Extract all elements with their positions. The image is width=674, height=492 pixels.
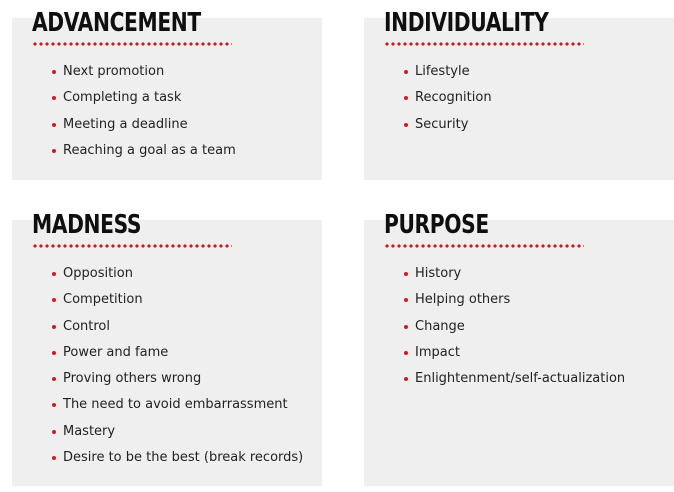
list-individuality [404,64,492,143]
list-item-label: Opposition [63,266,133,281]
bullet-dot-icon [404,272,408,276]
bullet-dot-icon [52,377,56,381]
list-item-label: Reaching a goal as a team [63,142,236,158]
list-item [52,292,303,318]
list-item [52,64,236,90]
bullet-dot-icon [404,70,408,74]
list-item-label: Lifestyle [415,64,470,79]
list-item-label: Next promotion [63,64,165,79]
bullet-dot-icon [52,272,56,276]
list-item [52,424,303,450]
dotted-divider [384,244,584,248]
list-item [52,450,303,476]
list-item-label: Proving others wrong [63,371,202,387]
list-item-label: Competition [63,292,143,308]
list-item [404,292,625,318]
list-item-label: Impact [415,344,460,360]
list-item [404,371,625,397]
bullet-dot-icon [52,298,56,302]
list-item [404,345,625,371]
list-item [404,64,492,90]
list-advancement [52,64,236,169]
section-title-purpose: PURPOSE [384,210,489,240]
section-title-advancement: ADVANCEMENT [32,8,201,38]
list-item-label: Recognition [415,90,492,106]
bullet-dot-icon [404,351,408,355]
list-item-label: Change [415,318,465,334]
list-item [404,319,625,345]
bullet-dot-icon [404,298,408,302]
list-purpose [404,266,625,397]
list-item-label: Control [63,318,110,334]
list-item-label: The need to avoid embarrassment [63,397,288,413]
bullet-dot-icon [52,403,56,407]
bullet-dot-icon [404,377,408,381]
list-item-label: Power and fame [63,344,169,360]
list-item-label: Mastery [63,423,116,439]
bullet-dot-icon [52,149,56,153]
bullet-dot-icon [404,96,408,100]
list-item-label: History [415,266,462,281]
list-item-label: Meeting a deadline [63,116,188,132]
list-item [404,117,492,143]
list-item [52,143,236,169]
bullet-dot-icon [52,351,56,355]
bullet-dot-icon [404,325,408,329]
dotted-divider [384,42,584,46]
list-item [52,397,303,423]
list-item-label: Desire to be the best (break records) [63,450,304,466]
list-madness [52,266,303,476]
dotted-divider [32,42,232,46]
list-item-label: Helping others [415,292,511,308]
bullet-dot-icon [52,325,56,329]
bullet-dot-icon [52,123,56,127]
dotted-divider [32,244,232,248]
list-item [52,319,303,345]
bullet-dot-icon [52,456,56,460]
bullet-dot-icon [52,430,56,434]
list-item [404,266,625,292]
list-item-label: Security [415,116,469,132]
list-item [52,117,236,143]
list-item [52,345,303,371]
list-item [404,90,492,116]
bullet-dot-icon [404,123,408,127]
list-item [52,90,236,116]
bullet-dot-icon [52,96,56,100]
section-title-madness: MADNESS [32,210,142,240]
list-item-label: Completing a task [63,90,182,106]
list-item [52,266,303,292]
section-title-individuality: INDIVIDUALITY [384,8,549,38]
list-item-label: Enlightenment/self-actualization [415,371,626,387]
bullet-dot-icon [52,70,56,74]
list-item [52,371,303,397]
